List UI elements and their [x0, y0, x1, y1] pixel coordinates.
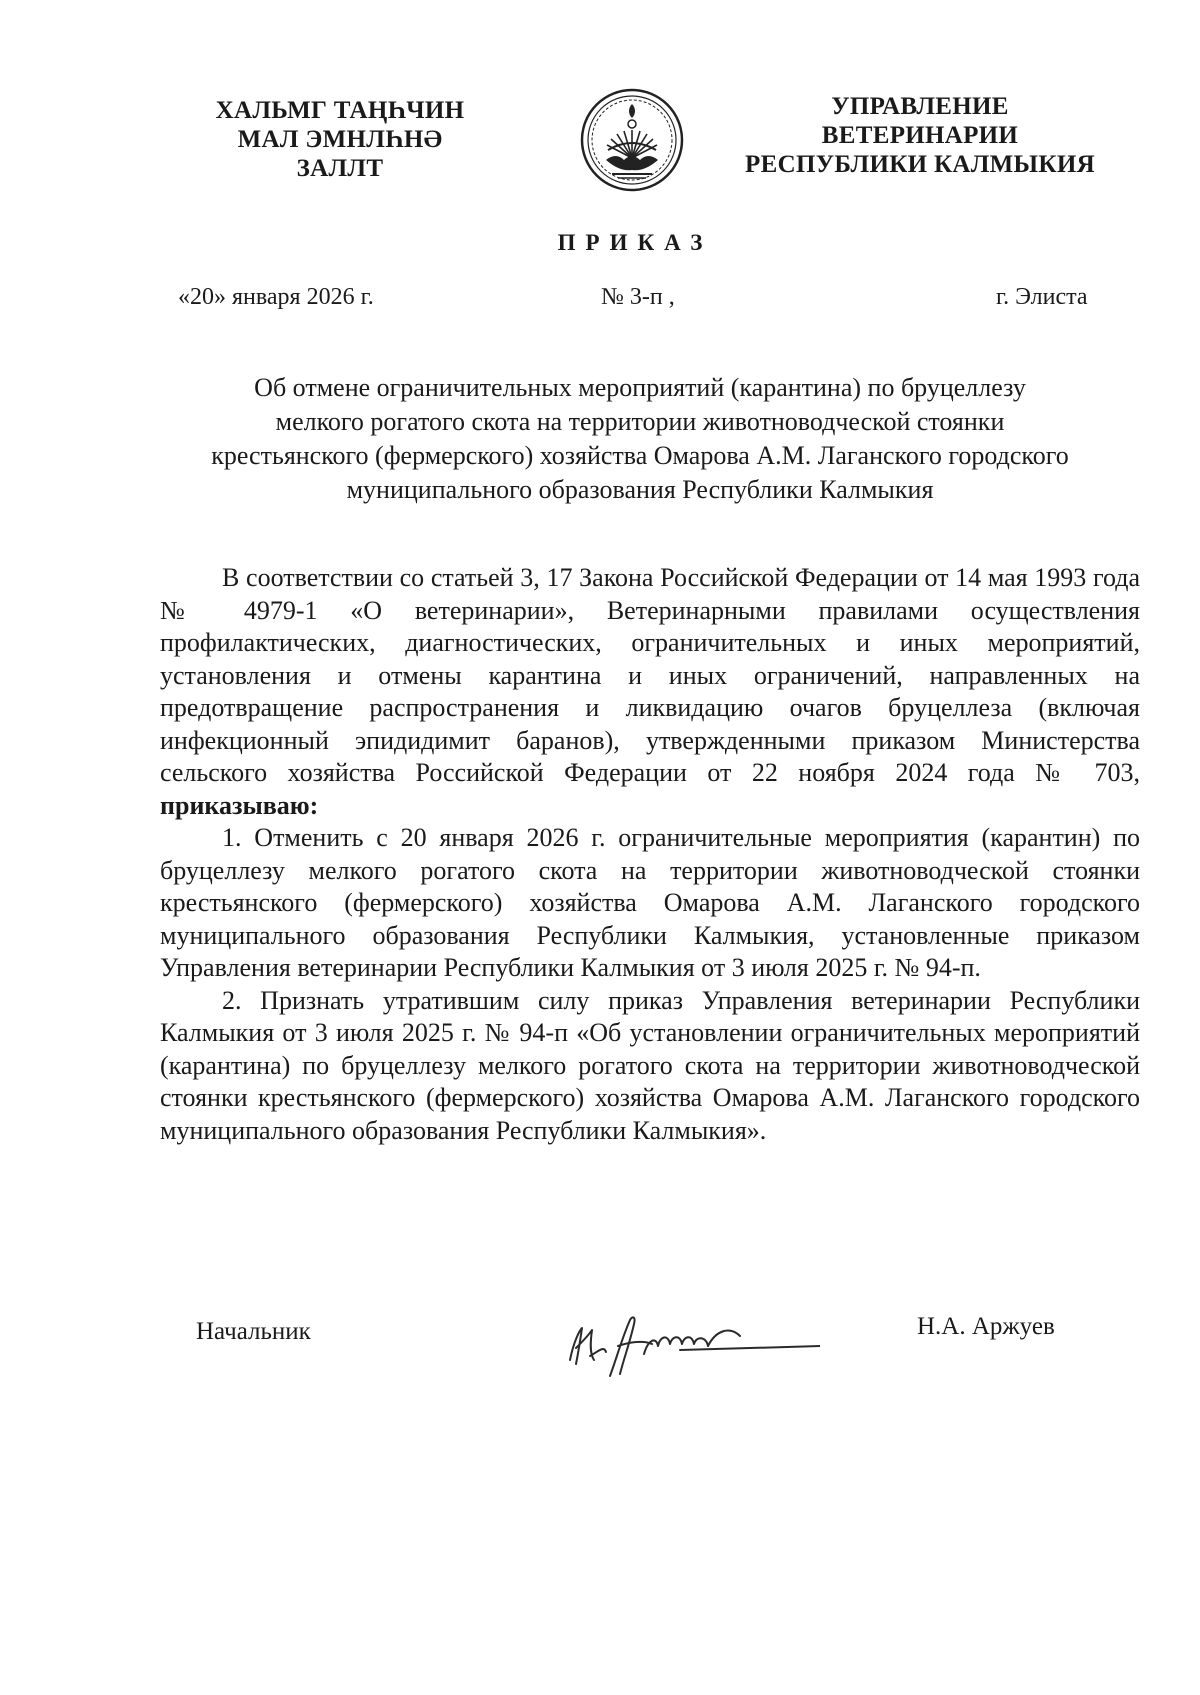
document-title: ПРИКАЗ	[557, 230, 713, 255]
header-right-line: РЕСПУБЛИКИ КАЛМЫКИЯ	[745, 151, 1095, 178]
header-russian-name	[740, 92, 1100, 179]
subject-line: крестьянского (фермерского) хозяйства Омарова А.М. Лаганского городского	[211, 441, 1069, 470]
header-left-line: МАЛ ЭМНЛҺНƏ	[237, 126, 443, 153]
preamble-paragraph	[160, 562, 1140, 822]
header-right-line: УПРАВЛЕНИЕ	[831, 93, 1009, 120]
order-body	[160, 562, 1140, 1147]
header-left-line: ХАЛЬМГ ТАҢҺЧИН	[215, 97, 465, 124]
order-date: «20» января 2026 г.	[178, 284, 374, 310]
republic-of-kalmykia-emblem-icon	[578, 86, 686, 194]
header-left-line: ЗАЛЛТ	[296, 155, 384, 182]
preamble-text: В соответствии со статьей 3, 17 Закона Российской Федерации от 14 мая 1993 года № 4979-1 «О ветеринарии», Ветеринарными правилами осуществления профилактических, диагностических, ограничительных и иных мероприятий, установления и отмены карантина и иных ограничений, направленных на предотвращение распространения и ликвидацию очагов бруцеллеза (включая инфекционный эпидидимит баранов), утвержденными приказом Министерства сельского хозяйства Российской Федерации от 22 ноября 2024 года № 703,	[160, 563, 1140, 787]
order-word: приказываю:	[160, 790, 319, 820]
header-kalmyk-name	[190, 96, 490, 183]
order-subject	[140, 371, 1140, 507]
header-right-line: ВЕТЕРИНАРИИ	[821, 122, 1019, 149]
order-item-2: 2. Признать утратившим силу приказ Управления ветеринарии Республики Калмыкия от 3 июля 2025 г. № 94-п «Об установлении ограничительных мероприятий (карантина) по бруцеллезу мелкого рогатого скота на территории животноводческой стоянки крестьянского (фермерского) хозяйства Омарова А.М. Лаганского городского муниципального образования Республики Калмыкия».	[160, 985, 1140, 1145]
signatory-name: Н.А. Аржуев	[917, 1313, 1055, 1340]
handwritten-signature	[560, 1290, 820, 1390]
subject-line: Об отмене ограничительных мероприятий (карантина) по бруцеллезу	[254, 373, 1026, 402]
order-city: г. Элиста	[996, 284, 1088, 310]
order-number: № 3-п ,	[601, 284, 675, 310]
subject-line: мелкого рогатого скота на территории животноводческой стоянки	[275, 407, 1005, 436]
order-item-1: 1. Отменить с 20 января 2026 г. ограничительные мероприятия (карантин) по бруцеллезу мелкого рогатого скота на территории животноводческой стоянки крестьянского (фермерского) хозяйства Омарова А.М. Лаганского городского муниципального образования Республики Калмыкия, установленные приказом Управления ветеринарии Республики Калмыкия от 3 июля 2025 г. № 94-п.	[160, 823, 1140, 982]
signatory-position: Начальник	[196, 1318, 311, 1345]
subject-line: муниципального образования Республики Калмыкия	[346, 475, 934, 504]
